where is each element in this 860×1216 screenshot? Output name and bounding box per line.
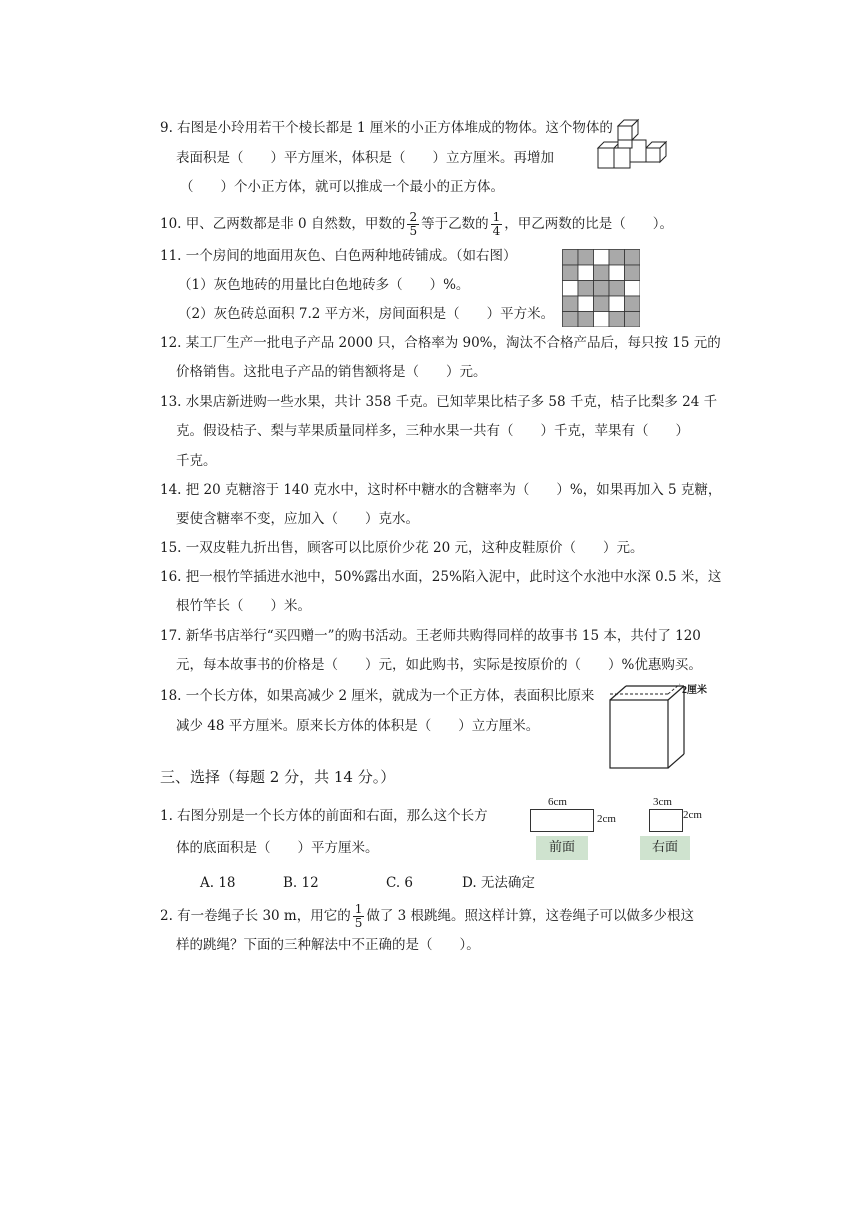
right-width-label: 3cm: [653, 796, 672, 808]
frac-den: 5: [409, 224, 418, 238]
gray-tile: [625, 250, 641, 266]
q10-text-c: ，甲乙两数的比是（ ）。: [504, 216, 673, 232]
q13-line2: 克。假设桔子、梨与苹果质量同样多，三种水果一共有（ ）千克，苹果有（ ）: [176, 423, 689, 439]
q17-line2: 元，每本故事书的价格是（ ）元，如此购书，实际是按原价的（ ）%优惠购买。: [176, 657, 702, 673]
q11-line2: （1）灰色地砖的用量比白色地砖多（ ）%。: [178, 277, 470, 293]
q13-line3: 千克。: [176, 453, 217, 469]
gray-tile: [594, 265, 610, 281]
fraction-1-5: [353, 903, 365, 930]
gray-tile: [594, 296, 610, 312]
q15-line1: 15. 一双皮鞋九折出售，顾客可以比原价少花 20 元，这种皮鞋原价（ ）元。: [160, 540, 644, 556]
gray-tile: [563, 312, 579, 328]
right-face-rect: [649, 809, 683, 832]
q17-line1: 17. 新华书店举行“买四赠一”的购书活动。王老师共购得同样的故事书 15 本，共付了 120: [160, 628, 701, 644]
q12-line2: 价格销售。这批电子产品的销售额将是（ ）元。: [176, 364, 487, 380]
front-height-label: 2cm: [597, 813, 616, 825]
choice1-line1: 1. 右图分别是一个长方体的前面和右面，那么这个长方: [160, 808, 488, 824]
gray-tile: [594, 281, 610, 297]
gray-tile: [609, 281, 625, 297]
section-3-title: 三、选择（每题 2 分，共 14 分。）: [160, 768, 396, 786]
choice1-line2: 体的底面积是（ ）平方厘米。: [176, 840, 379, 856]
q10-text-b: 等于乙数的: [421, 216, 489, 232]
q10-line: [160, 210, 673, 238]
white-tile: [609, 265, 625, 281]
front-face-label: 前面: [536, 836, 588, 860]
fraction-1-4: [491, 211, 503, 238]
q11-line1: 11. 一个房间的地面用灰色、白色两种地砖铺成。（如右图）: [160, 248, 517, 264]
q9-line1: 9. 右图是小玲用若干个棱长都是 1 厘米的小正方体堆成的物体。这个物体的: [160, 120, 613, 136]
gray-tile: [563, 250, 579, 266]
choice1-option-d: D. 无法确定: [462, 875, 535, 891]
white-tile: [594, 312, 610, 328]
choice2-text-b: 做了 3 根跳绳。照这样计算，这卷绳子可以做多少根这: [366, 908, 695, 924]
q18-fig-label: 2厘米: [682, 685, 707, 696]
q14-line1: 14. 把 20 克糖溶于 140 克水中，这时杯中糖水的含糖率为（ ）%，如果再加入 5 克糖，: [160, 482, 722, 498]
gray-tile: [563, 265, 579, 281]
front-face-rect: [530, 809, 594, 832]
q14-line2: 要使含糖率不变，应加入（ ）克水。: [176, 511, 419, 527]
floor-tile-grid: [562, 249, 640, 327]
white-tile: [625, 281, 641, 297]
frac-den: 5: [354, 916, 363, 930]
gray-tile: [578, 281, 594, 297]
cube-stack-figure: [596, 112, 668, 174]
gray-tile: [609, 312, 625, 328]
frac-num: 1: [492, 210, 501, 224]
white-tile: [609, 296, 625, 312]
q10-text-a: 10. 甲、乙两数都是非 0 自然数，甲数的: [160, 216, 406, 232]
choice1-option-b: B. 12: [283, 875, 319, 891]
choice2-text-a: 2. 有一卷绳子长 30 m，用它的: [160, 908, 351, 924]
q16-line2: 根竹竿长（ ）米。: [176, 598, 311, 614]
frac-num: 2: [409, 210, 418, 224]
gray-tile: [625, 296, 641, 312]
fraction-2-5: [407, 211, 419, 238]
right-height-label: 2cm: [683, 809, 702, 821]
gray-tile: [625, 312, 641, 328]
frac-den: 4: [492, 224, 501, 238]
white-tile: [578, 296, 594, 312]
choice1-option-c: C. 6: [386, 875, 414, 891]
white-tile: [578, 265, 594, 281]
frac-num: 1: [354, 902, 363, 916]
choice2-line1: [160, 902, 694, 930]
q18-line2: 减少 48 平方厘米。原来长方体的体积是（ ）立方厘米。: [176, 718, 540, 734]
choice2-line2: 样的跳绳？下面的三种解法中不正确的是（ ）。: [176, 937, 480, 953]
gray-tile: [578, 312, 594, 328]
right-face-label: 右面: [640, 836, 690, 860]
q18-line1: 18. 一个长方体，如果高减少 2 厘米，就成为一个正方体，表面积比原来: [160, 688, 595, 704]
front-width-label: 6cm: [548, 796, 567, 808]
white-tile: [563, 281, 579, 297]
q9-line2: 表面积是（ ）平方厘米，体积是（ ）立方厘米。再增加: [176, 150, 554, 166]
gray-tile: [625, 265, 641, 281]
q16-line1: 16. 把一根竹竿插进水池中，50%露出水面，25%陷入泥中，此时这个水池中水深 0.5 米，这: [160, 569, 722, 585]
gray-tile: [578, 250, 594, 266]
q12-line1: 12. 某工厂生产一批电子产品 2000 只，合格率为 90%，淘汰不合格产品后，每只按 15 元的: [160, 335, 721, 351]
q13-line1: 13. 水果店新进购一些水果，共计 358 千克。已知苹果比桔子多 58 千克，桔子比梨多 24 千: [160, 394, 718, 410]
white-tile: [594, 250, 610, 266]
gray-tile: [609, 250, 625, 266]
choice1-option-a: A. 18: [200, 875, 236, 891]
q11-line3: （2）灰色砖总面积 7.2 平方米，房间面积是（ ）平方米。: [178, 306, 555, 322]
gray-tile: [563, 296, 579, 312]
q9-line3: （ ）个小正方体，就可以推成一个最小的正方体。: [180, 179, 504, 195]
